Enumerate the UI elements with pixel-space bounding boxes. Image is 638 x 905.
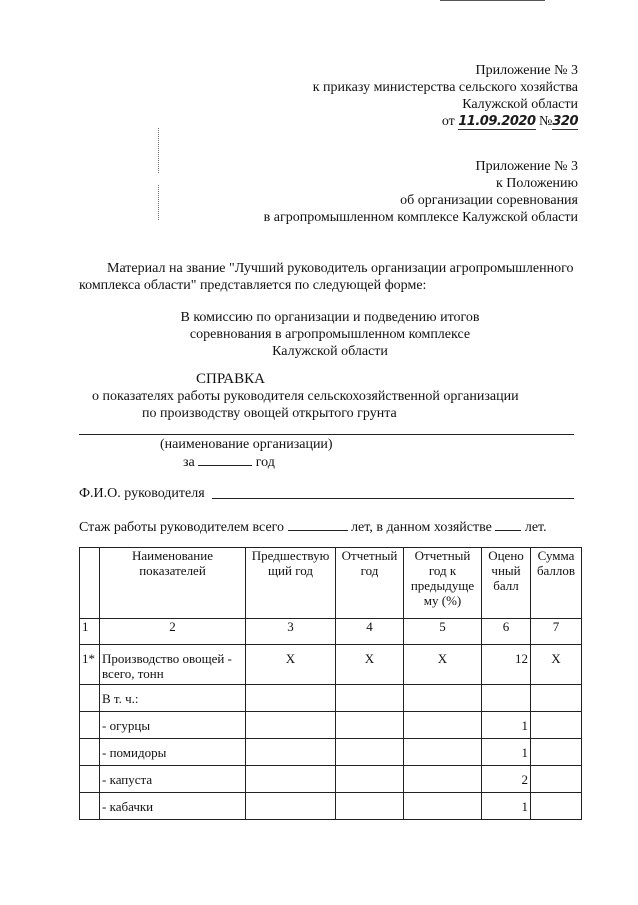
cell-report-year[interactable] [336, 766, 404, 793]
cell-sum[interactable] [531, 766, 582, 793]
appendix1-date-line: от 11.09.2020 №320 [441, 114, 578, 129]
cell-previous-year[interactable] [246, 793, 336, 820]
heading-line1: о показателях работы руководителя сельскохозяйственной организации [92, 389, 519, 404]
appendix2-title: Приложение № 3 [475, 159, 578, 174]
cell-score: 1 [482, 712, 531, 739]
row-label: - огурцы [100, 712, 246, 739]
experience-total-field[interactable] [288, 518, 348, 531]
table-row [80, 739, 582, 766]
cell-score [482, 685, 531, 712]
column-number: 5 [404, 619, 482, 645]
intro-paragraph [79, 260, 584, 294]
table-header-cell: Наименование показателей [100, 548, 246, 619]
addressee-line1: В комиссию по организации и подведению итогов [180, 310, 480, 325]
row-number [80, 712, 100, 739]
year-field[interactable] [198, 453, 252, 466]
cell-score: 2 [482, 766, 531, 793]
table-header-cell [80, 548, 100, 619]
appendix2-subject: об организации соревнования [400, 193, 578, 208]
fio-label: Ф.И.О. руководителя [79, 486, 205, 501]
table-header-cell: Отчетный год к предыдуще му (%) [404, 548, 482, 619]
row-label: - помидоры [100, 739, 246, 766]
indicators-table [79, 547, 582, 820]
column-number: 3 [246, 619, 336, 645]
cell-ratio[interactable]: Х [404, 645, 482, 685]
experience-farm-field[interactable] [495, 518, 521, 531]
cell-sum[interactable] [531, 739, 582, 766]
cell-previous-year[interactable] [246, 685, 336, 712]
appendix1-title: Приложение № 3 [475, 63, 578, 78]
cell-report-year[interactable] [336, 685, 404, 712]
cell-ratio[interactable] [404, 685, 482, 712]
table-header-cell: Отчетный год [336, 548, 404, 619]
cell-report-year[interactable]: Х [336, 645, 404, 685]
table-header-row [80, 548, 582, 619]
addressee-line2: соревнования в агропромышленном комплексе [189, 327, 471, 342]
cell-sum[interactable] [531, 712, 582, 739]
org-caption: (наименование организации) [160, 437, 333, 452]
margin-dots [158, 128, 161, 173]
table-number-row [80, 619, 582, 645]
row-label: - капуста [100, 766, 246, 793]
fio-field[interactable] [212, 498, 574, 499]
cell-previous-year[interactable]: Х [246, 645, 336, 685]
cell-score: 1 [482, 739, 531, 766]
appendix2-scope: в агропромышленном комплексе Калужской области [263, 210, 578, 225]
handwritten-date: 11.09.2020 [458, 114, 536, 129]
margin-dots [158, 185, 161, 220]
org-name-field[interactable] [79, 434, 574, 435]
appendix2-block [200, 158, 578, 226]
cell-previous-year[interactable] [246, 712, 336, 739]
row-number [80, 685, 100, 712]
appendix1-region: Калужской области [462, 97, 578, 112]
cell-ratio[interactable] [404, 766, 482, 793]
row-number: 1* [80, 645, 100, 685]
intro-line2: комплекса области" представляется по следующей форме: [79, 278, 427, 293]
table-row [80, 766, 582, 793]
heading-block [79, 371, 579, 422]
heading-line2: по производству овощей открытого грунта [142, 406, 397, 421]
column-number: 2 [100, 619, 246, 645]
column-number: 6 [482, 619, 531, 645]
intro-line1: Материал на звание "Лучший руководитель организации агропромышленного [107, 261, 574, 276]
cell-report-year[interactable] [336, 739, 404, 766]
handwritten-number: 320 [552, 114, 578, 129]
column-number: 7 [531, 619, 582, 645]
column-number: 1 [80, 619, 100, 645]
row-label: В т. ч.: [100, 685, 246, 712]
row-number [80, 793, 100, 820]
column-number: 4 [336, 619, 404, 645]
cell-previous-year[interactable] [246, 766, 336, 793]
cell-sum[interactable] [531, 685, 582, 712]
table-row [80, 793, 582, 820]
addressee-block [150, 309, 510, 360]
table-row [80, 685, 582, 712]
cell-score: 1 [482, 793, 531, 820]
cell-sum[interactable]: Х [531, 645, 582, 685]
cell-score: 12 [482, 645, 531, 685]
cell-report-year[interactable] [336, 712, 404, 739]
top-edge-line [440, 0, 545, 1]
cell-report-year[interactable] [336, 793, 404, 820]
experience-line: Стаж работы руководителем всего лет, в данном хозяйстве лет. [79, 520, 547, 535]
heading-title: СПРАВКА [196, 371, 265, 387]
table-row [80, 645, 582, 685]
year-line: за год [183, 455, 275, 470]
cell-ratio[interactable] [404, 712, 482, 739]
row-number [80, 766, 100, 793]
appendix1-block [240, 62, 578, 130]
row-label: Производство овощей - всего, тонн [100, 645, 246, 685]
cell-ratio[interactable] [404, 739, 482, 766]
table-header-cell: Предшествую щий год [246, 548, 336, 619]
appendix1-order: к приказу министерства сельского хозяйства [312, 80, 578, 95]
row-number [80, 739, 100, 766]
table-row [80, 712, 582, 739]
table-header-cell: Оцено чный балл [482, 548, 531, 619]
table-header-cell: Сумма баллов [531, 548, 582, 619]
cell-ratio[interactable] [404, 793, 482, 820]
appendix2-regulation: к Положению [495, 176, 578, 191]
cell-sum[interactable] [531, 793, 582, 820]
cell-previous-year[interactable] [246, 739, 336, 766]
row-label: - кабачки [100, 793, 246, 820]
addressee-line3: Калужской области [272, 344, 388, 359]
